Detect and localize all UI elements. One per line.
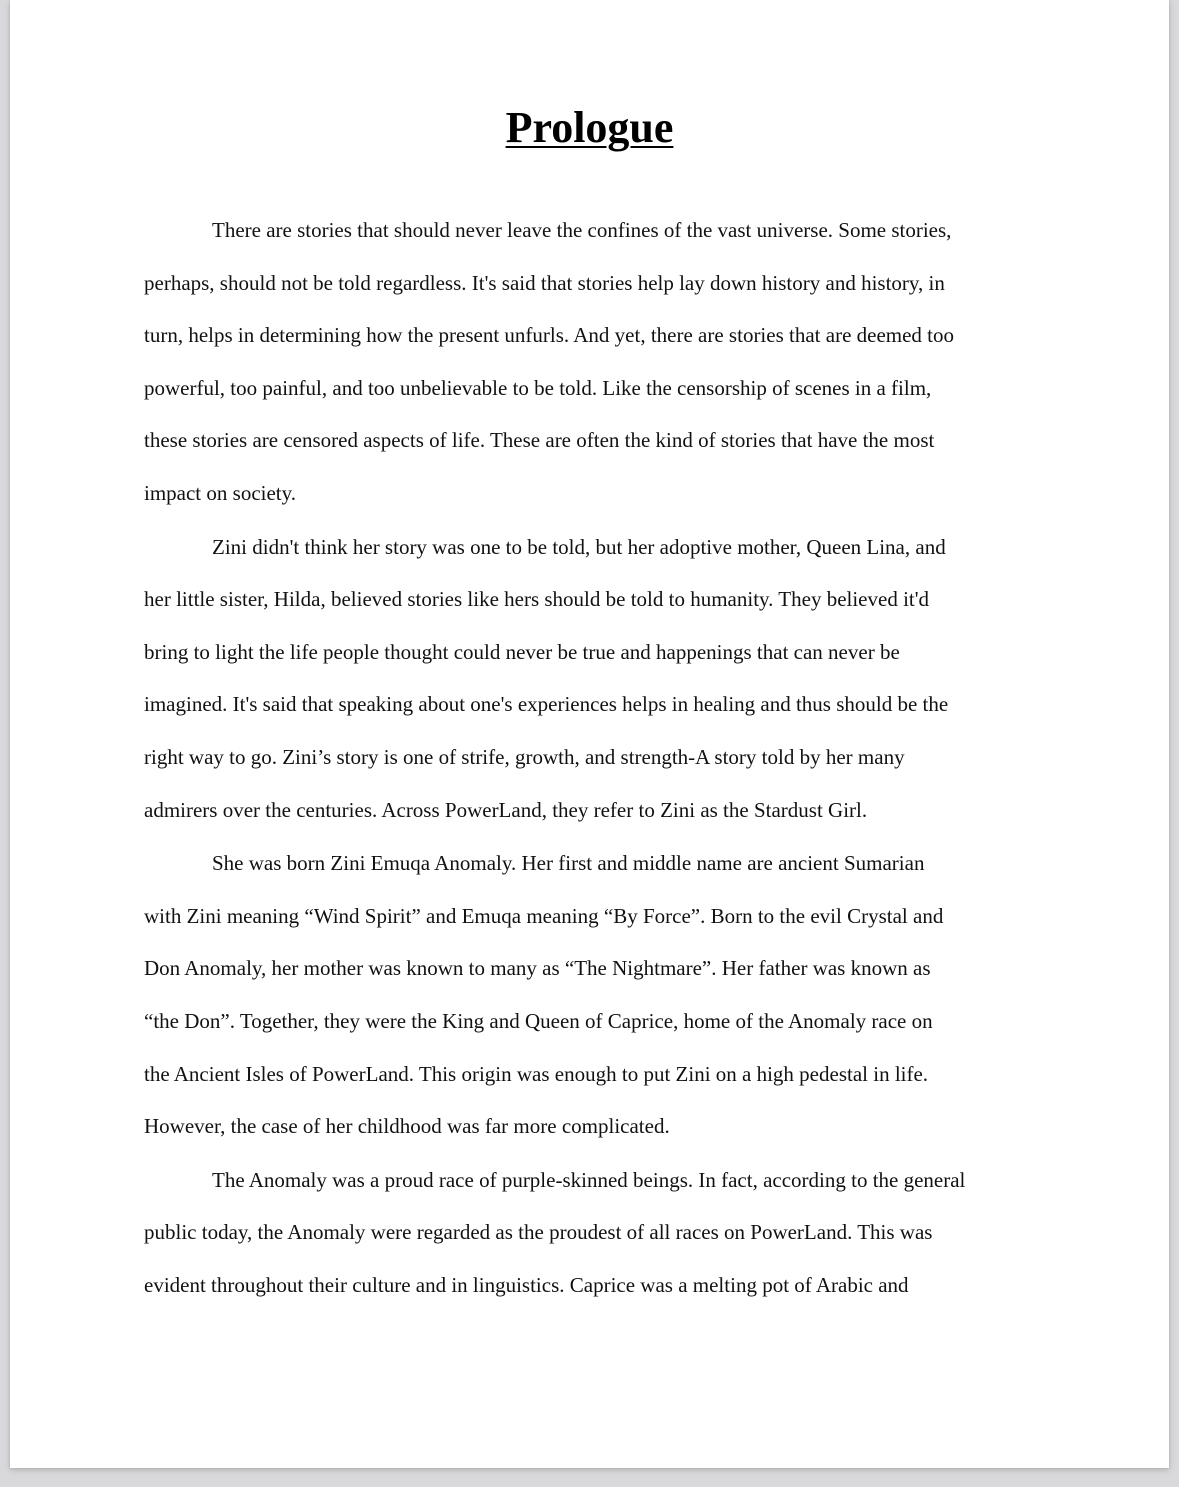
text-line: However, the case of her childhood was far more complicated. [144,1114,670,1139]
text-line: the Ancient Isles of PowerLand. This origin was enough to put Zini on a high pedestal in life. [144,1061,929,1086]
text-line: imagined. It's said that speaking about one's experiences helps in healing and thus should be the [144,692,949,717]
text-line: these stories are censored aspects of life. These are often the kind of stories that have the most [144,428,935,453]
text-line: There are stories that should never leave the confines of the vast universe. Some stories, [212,218,952,242]
text-line: evident throughout their culture and in linguistics. Caprice was a melting pot of Arabic and [144,1272,909,1297]
text-line: Don Anomaly, her mother was known to many as “The Nightmare”. Her father was known as [144,956,931,981]
text-line: perhaps, should not be told regardless. It's said that stories help lay down history and history, in [144,270,945,295]
text-line: admirers over the centuries. Across PowerLand, they refer to Zini as the Stardust Girl. [144,797,868,822]
text-line: with Zini meaning “Wind Spirit” and Emuqa meaning “By Force”. Born to the evil Crystal and [144,903,944,928]
text-line: right way to go. Zini’s story is one of strife, growth, and strength-A story told by her many [144,744,905,769]
paragraph-2 [144,521,1054,837]
text-line: “the Don”. Together, they were the King and Queen of Caprice, home of the Anomaly race on [144,1008,933,1033]
text-line: Zini didn't think her story was one to be told, but her adoptive mother, Queen Lina, and [212,534,946,559]
paragraph-4 [144,1154,1054,1312]
text-line: powerful, too painful, and too unbelievable to be told. Like the censorship of scenes in a film, [144,375,932,400]
text-line: turn, helps in determining how the present unfurls. And yet, there are stories that are deemed too [144,323,955,348]
text-line: her little sister, Hilda, believed stories like hers should be told to humanity. They believed it'd [144,587,930,612]
text-line: She was born Zini Emuqa Anomaly. Her first and middle name are ancient Sumarian [212,851,925,876]
text-line: impact on society. [144,480,297,505]
paragraph-3 [144,837,1054,1153]
text-line: bring to light the life people thought could never be true and happenings that can never be [144,639,900,664]
paragraph-1 [144,204,1054,520]
page-title: Prologue [505,103,674,152]
text-line: public today, the Anomaly were regarded as the proudest of all races on PowerLand. This was [144,1220,933,1245]
document-page [10,0,1169,1468]
text-line: The Anomaly was a proud race of purple-skinned beings. In fact, according to the general [212,1167,966,1192]
document-body [144,204,1054,1311]
